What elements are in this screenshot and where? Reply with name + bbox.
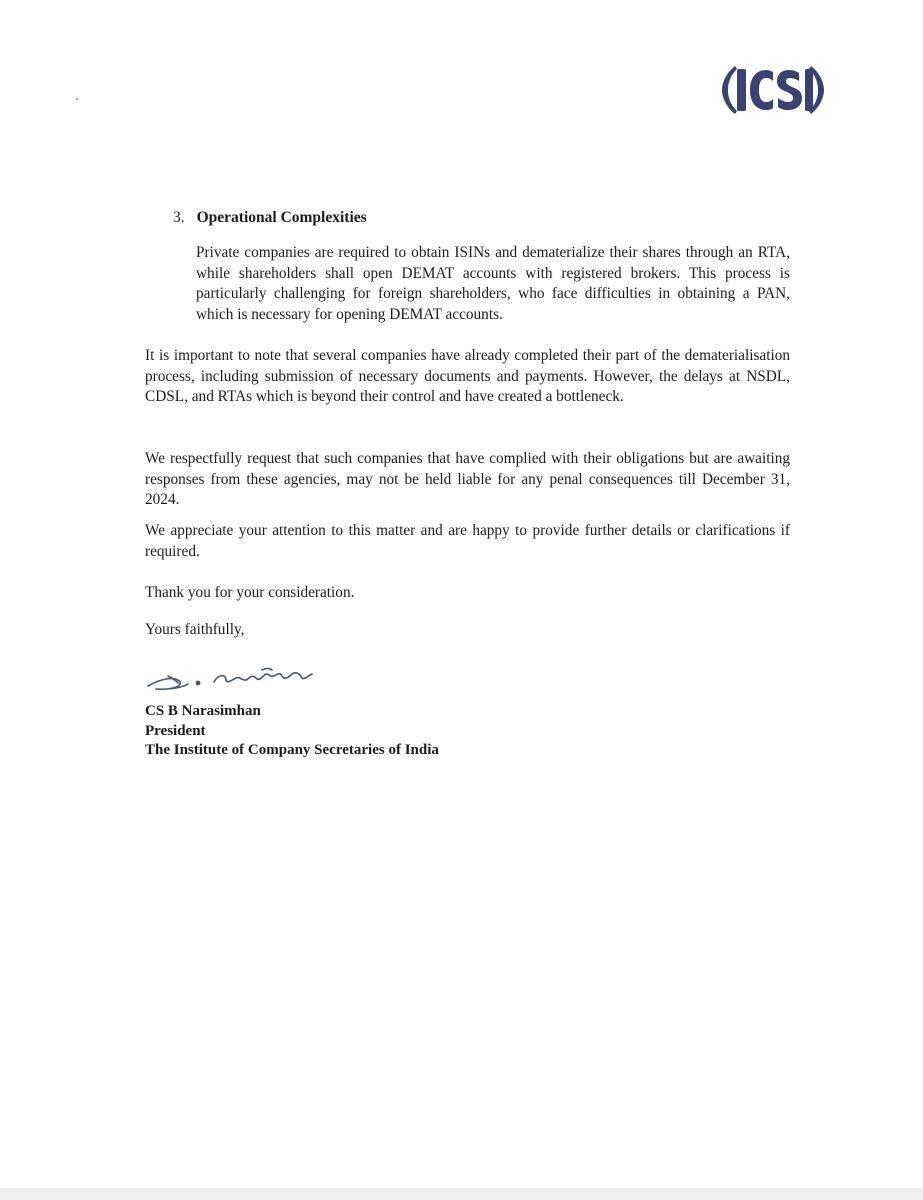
paragraph-thanks: Thank you for your consideration. bbox=[145, 584, 355, 601]
scan-speck bbox=[76, 98, 78, 100]
signatory-name: CS B Narasimhan bbox=[145, 703, 261, 719]
signature-block bbox=[145, 702, 439, 761]
closing-salutation: Yours faithfully, bbox=[145, 621, 245, 638]
handwritten-signature bbox=[142, 656, 352, 698]
section-number: 3. bbox=[173, 209, 185, 226]
paragraph-appreciation: We appreciate your attention to this matter and are happy to provide further details or clarifications if required. bbox=[145, 522, 790, 560]
bottom-edge-strip bbox=[0, 1188, 923, 1200]
section-heading bbox=[173, 208, 367, 228]
section-body: Private companies are required to obtain ISINs and dematerialize their shares through an RTA, while shareholders shall open DEMAT accounts with registered brokers. This process is particularly challenging for foreign shareholders, who face difficulties in obtaining a PAN, which is necessary for opening DEMAT accounts. bbox=[196, 244, 790, 323]
signatory-designation: President bbox=[145, 722, 206, 739]
icsi-logo bbox=[722, 62, 824, 118]
paragraph-request: We respectfully request that such companies that have complied with their obligations but are awaiting responses from these agencies, may not be held liable for any penal consequences till December 31, 2024. bbox=[145, 450, 790, 508]
section-title: Operational Complexities bbox=[196, 209, 367, 226]
signatory-organization: The Institute of Company Secretaries of India bbox=[145, 742, 439, 758]
paragraph-delays: It is important to note that several companies have already completed their part of the dematerialisation process, including submission of necessary documents and payments. However, the delays at NSDL, CDSL, and RTAs which is beyond their control and have created a bottleneck. bbox=[145, 347, 790, 405]
